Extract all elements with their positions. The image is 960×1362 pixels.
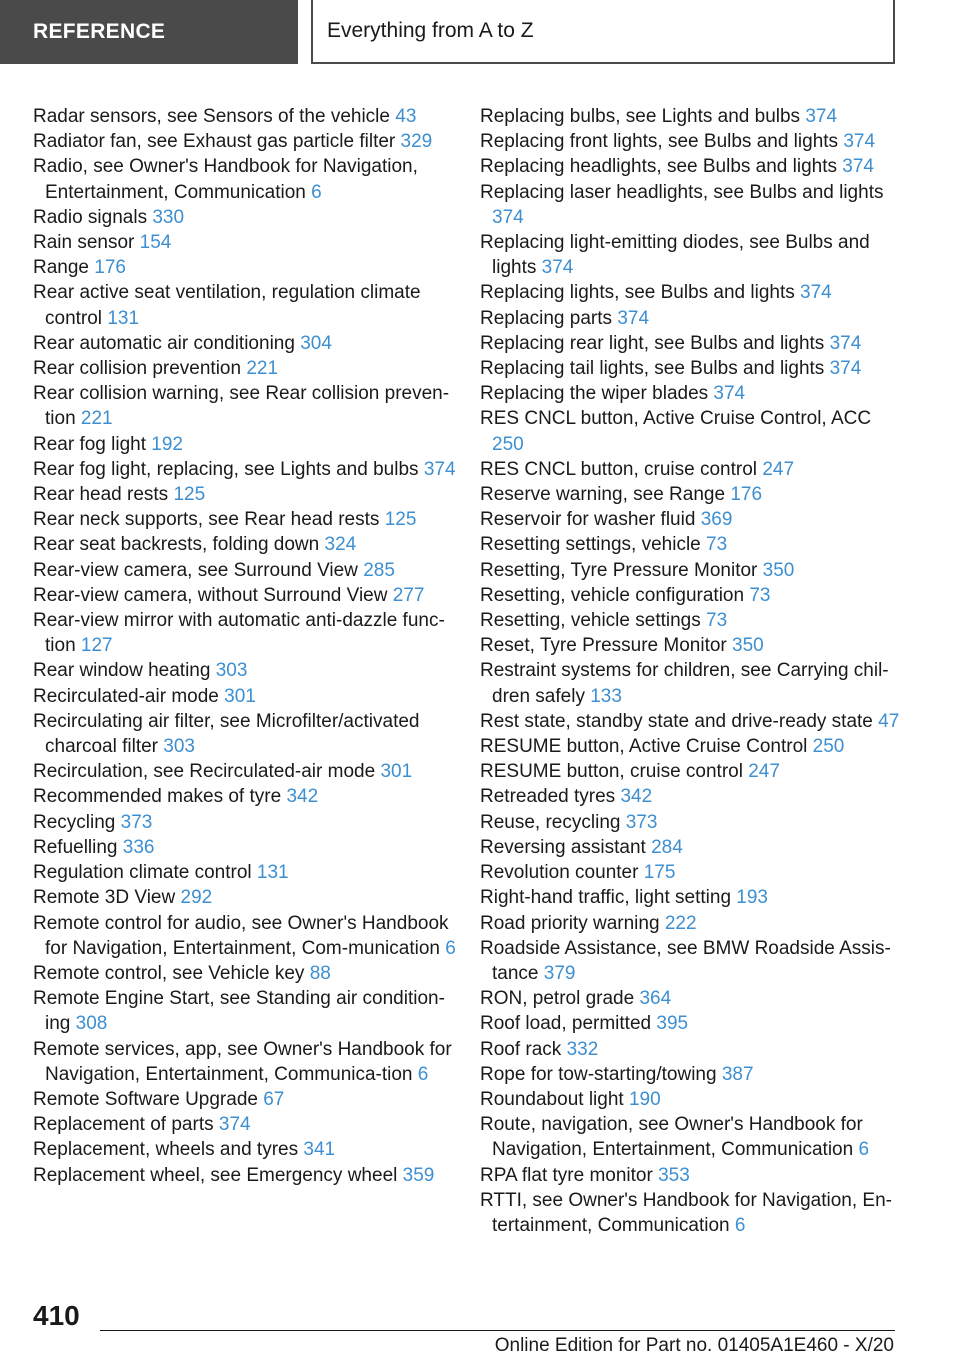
index-entry-page-link[interactable]: 301	[380, 761, 413, 783]
index-entry-page-link[interactable]: 330	[152, 206, 185, 228]
index-entry-page-link[interactable]: 324	[324, 534, 357, 556]
index-entry	[480, 608, 905, 633]
index-entry-page-link[interactable]: 374	[842, 156, 874, 178]
index-entry-page-link[interactable]: 292	[180, 887, 213, 909]
index-entry	[33, 1137, 458, 1162]
index-entry-text: Replacing lights, see Bulbs and lights	[480, 282, 795, 304]
index-entry-text: Revolution counter	[480, 862, 639, 884]
index-entry-text: Rear neck supports, see Rear head rests	[33, 509, 380, 531]
index-entry-text: Roadside Assistance, see BMW Roadside Assis-tance	[480, 937, 891, 984]
index-entry-page-link[interactable]: 303	[215, 660, 248, 682]
index-entry-text: Replacement wheel, see Emergency wheel	[33, 1164, 398, 1186]
index-entry-text: Rear automatic air conditioning	[33, 332, 295, 354]
index-column-right	[480, 104, 905, 1238]
index-entry	[480, 129, 905, 154]
index-entry-page-link[interactable]: 329	[400, 131, 433, 153]
index-entry-page-link[interactable]: 250	[812, 736, 845, 758]
index-entry	[480, 154, 905, 179]
index-entry	[480, 1087, 905, 1112]
index-entry-page-link[interactable]: 131	[256, 862, 289, 884]
index-entry	[33, 658, 458, 683]
index-entry	[480, 835, 905, 860]
index-entry-page-link[interactable]: 374	[218, 1114, 251, 1136]
index-entry-text: Right-hand traffic, light setting	[480, 887, 732, 909]
index-entry-page-link[interactable]: 125	[173, 484, 206, 506]
index-entry-text: Retreaded tyres	[480, 786, 616, 808]
index-entry-page-link[interactable]: 387	[721, 1063, 754, 1085]
index-entry	[480, 936, 905, 986]
index-entry-text: Rear window heating	[33, 660, 211, 682]
index-entry-page-link[interactable]: 192	[151, 433, 183, 455]
index-entry-page-link[interactable]: 67	[263, 1088, 285, 1110]
index-entry-page-link[interactable]: 304	[300, 332, 332, 354]
index-entry	[480, 1188, 905, 1238]
index-entry-text: Replacing the wiper blades	[480, 383, 709, 405]
index-entry-page-link[interactable]: 374	[617, 307, 650, 329]
index-entry	[33, 1112, 458, 1137]
index-entry-page-link[interactable]: 285	[363, 559, 395, 581]
index-entry-text: Rest state, standby state and drive-ready state	[480, 710, 873, 732]
index-entry-text: Replacing headlights, see Bulbs and lights	[480, 156, 838, 178]
index-entry-page-link[interactable]: 350	[762, 559, 795, 581]
index-entry-page-link[interactable]: 247	[748, 761, 780, 783]
index-entry	[33, 709, 458, 759]
index-entry-page-link[interactable]: 303	[163, 736, 195, 758]
index-entry	[33, 280, 458, 330]
index-entry-text: Rear-view mirror with automatic anti-dazzle func-tion	[33, 610, 445, 657]
index-entry-text: Rear-view camera, see Surround View	[33, 559, 358, 581]
index-entry-page-link[interactable]: 342	[620, 786, 653, 808]
index-entry	[480, 633, 905, 658]
index-entry-page-link[interactable]: 374	[829, 332, 862, 354]
index-entry-text: RES CNCL button, cruise control	[480, 458, 758, 480]
index-entry	[33, 457, 458, 482]
index-entry-text: Radio signals	[33, 206, 148, 228]
index-entry	[480, 1062, 905, 1087]
index-entry	[480, 885, 905, 910]
index-entry-text: Remote services, app, see Owner's Handbook for Navigation, Entertainment, Communica-tion	[33, 1038, 452, 1085]
index-entry	[480, 104, 905, 129]
index-entry-text: Replacement of parts	[33, 1114, 214, 1136]
index-entry-text: Recirculated-air mode	[33, 685, 219, 707]
index-entry-page-link[interactable]: 284	[651, 836, 683, 858]
index-entry-page-link[interactable]: 221	[80, 408, 113, 430]
index-entry-text: Regulation climate control	[33, 862, 252, 884]
index-entry-page-link[interactable]: 222	[664, 912, 697, 934]
index-entry-text: Reset, Tyre Pressure Monitor	[480, 635, 727, 657]
page-number: 410	[33, 1300, 80, 1331]
footer-rule	[100, 1330, 895, 1331]
index-entry	[480, 356, 905, 381]
index-entry-text: Replacing bulbs, see Lights and bulbs	[480, 106, 801, 127]
index-entry-page-link[interactable]: 308	[75, 1013, 108, 1035]
index-entry-page-link[interactable]: 133	[590, 685, 622, 707]
index-entry	[33, 583, 458, 608]
index-entry-page-link[interactable]: 73	[749, 584, 771, 606]
index-entry	[33, 961, 458, 986]
index-entry-page-link[interactable]: 373	[625, 811, 658, 833]
index-entry	[480, 986, 905, 1011]
index-entry-text: Recommended makes of tyre	[33, 786, 282, 808]
index-entry	[480, 759, 905, 784]
index-entry-page-link[interactable]: 342	[286, 786, 319, 808]
index-entry-page-link[interactable]: 73	[706, 610, 728, 632]
index-entry-page-link[interactable]: 176	[730, 484, 763, 506]
index-entry-text: Rear collision prevention	[33, 358, 242, 380]
index-entry-text: Remote 3D View	[33, 887, 176, 909]
index-entry-page-link[interactable]: 47	[878, 710, 900, 732]
index-entry-page-link[interactable]: 277	[392, 584, 425, 606]
index-entry	[480, 709, 905, 734]
index-entry-text: RTTI, see Owner's Handbook for Navigation, En-tertainment, Communication	[480, 1189, 892, 1236]
index-entry-text: Route, navigation, see Owner's Handbook for Navigation, Entertainment, Communication	[480, 1114, 863, 1161]
index-entry	[480, 406, 905, 456]
index-entry-page-link[interactable]: 374	[829, 358, 862, 380]
index-entry-page-link[interactable]: 88	[309, 962, 331, 984]
index-entry-page-link[interactable]: 379	[543, 962, 576, 984]
index-entry-text: Rear-view camera, without Surround View	[33, 584, 388, 606]
index-entry-text: Rear fog light	[33, 433, 147, 455]
index-entry	[33, 558, 458, 583]
index-entry-text: Roundabout light	[480, 1088, 624, 1110]
index-entry	[480, 457, 905, 482]
index-entry-page-link[interactable]: 374	[423, 458, 456, 480]
index-entry	[33, 154, 458, 204]
index-entry	[33, 1037, 458, 1087]
index-entry	[480, 180, 905, 230]
index-entry-page-link[interactable]: 374	[713, 383, 746, 405]
index-entry	[33, 885, 458, 910]
index-entry-page-link[interactable]: 221	[246, 358, 279, 380]
index-entry-page-link[interactable]: 369	[700, 509, 733, 531]
index-entry	[33, 104, 458, 129]
index-entry-page-link[interactable]: 176	[94, 257, 126, 279]
index-entry-text: Remote Software Upgrade	[33, 1088, 258, 1110]
index-entry-page-link[interactable]: 6	[417, 1063, 429, 1085]
index-entry-page-link[interactable]: 6	[445, 937, 456, 959]
section-title	[311, 0, 895, 64]
index-entry-page-link[interactable]: 374	[541, 257, 574, 279]
index-entry-text: Roof rack	[480, 1038, 562, 1060]
index-entry	[480, 734, 905, 759]
index-entry	[480, 1163, 905, 1188]
index-entry-text: Replacing laser headlights, see Bulbs and lights	[480, 181, 884, 203]
index-entry	[480, 532, 905, 557]
index-entry	[33, 230, 458, 255]
index-entry	[33, 532, 458, 557]
index-entry-page-link[interactable]: 131	[107, 307, 140, 329]
index-entry-text: Reuse, recycling	[480, 811, 621, 833]
index-entry	[480, 583, 905, 608]
index-entry	[33, 835, 458, 860]
index-entry	[33, 381, 458, 431]
index-entry-page-link[interactable]: 250	[492, 433, 524, 455]
index-entry	[480, 911, 905, 936]
index-entry-text: Radar sensors, see Sensors of the vehicle	[33, 106, 390, 127]
index-entry	[480, 1011, 905, 1036]
section-tab-label: REFERENCE	[33, 20, 166, 43]
index-entry-page-link[interactable]: 374	[843, 131, 876, 153]
index-entry-text: Remote Engine Start, see Standing air condition-ing	[33, 988, 445, 1035]
index-entry-text: Radiator fan, see Exhaust gas particle filter	[33, 131, 396, 153]
index-entry	[33, 684, 458, 709]
index-entry	[480, 507, 905, 532]
index-entry-text: Radio, see Owner's Handbook for Navigation, Entertainment, Communication	[33, 156, 418, 203]
index-entry-text: Replacing rear light, see Bulbs and lights	[480, 332, 825, 354]
section-title-label: Everything from A to Z	[327, 19, 534, 42]
index-entry-text: Range	[33, 257, 89, 279]
index-entry	[480, 1037, 905, 1062]
index-entry-text: Resetting, vehicle configuration	[480, 584, 745, 606]
index-entry-page-link[interactable]: 374	[805, 106, 838, 127]
index-entry	[480, 381, 905, 406]
index-entry-page-link[interactable]: 301	[224, 685, 256, 707]
index-entry	[480, 658, 905, 708]
index-entry-text: Resetting, Tyre Pressure Monitor	[480, 559, 758, 581]
index-entry-page-link[interactable]: 175	[643, 862, 676, 884]
index-entry	[33, 1087, 458, 1112]
index-entry	[33, 608, 458, 658]
index-entry-page-link[interactable]: 247	[762, 458, 795, 480]
index-entry-page-link[interactable]: 6	[311, 181, 322, 203]
index-entry-page-link[interactable]: 374	[800, 282, 832, 304]
index-entry-page-link[interactable]: 364	[639, 988, 672, 1010]
index-entry	[480, 230, 905, 280]
index-entry	[33, 331, 458, 356]
index-entry-text: Rope for tow-starting/towing	[480, 1063, 717, 1085]
index-entry-page-link[interactable]: 395	[656, 1013, 689, 1035]
index-entry	[480, 810, 905, 835]
index-entry-page-link[interactable]: 350	[732, 635, 764, 657]
index-entry	[33, 759, 458, 784]
index-entry-text: Resetting settings, vehicle	[480, 534, 701, 556]
index-entry-page-link[interactable]: 6	[734, 1214, 746, 1236]
index-entry-page-link[interactable]: 43	[395, 106, 417, 127]
index-entry-text: Rear collision warning, see Rear collision preven-tion	[33, 383, 450, 430]
index-entry-page-link[interactable]: 125	[384, 509, 417, 531]
index-entry	[33, 1163, 458, 1188]
index-entry	[480, 784, 905, 809]
index-entry-page-link[interactable]: 353	[658, 1164, 690, 1186]
index-entry-text: Reserve warning, see Range	[480, 484, 726, 506]
index-entry-text: Replacing parts	[480, 307, 613, 329]
index-entry	[33, 356, 458, 381]
index-entry-text: Roof load, permitted	[480, 1013, 652, 1035]
index-entry-text: Replacing light-emitting diodes, see Bulbs and lights	[480, 232, 870, 279]
index-entry-text: Remote control for audio, see Owner's Handbook for Navigation, Entertainment, Com-munication	[33, 912, 449, 959]
index-entry	[480, 558, 905, 583]
index-entry	[33, 205, 458, 230]
index-entry-text: Restraint systems for children, see Carrying chil-dren safely	[480, 660, 889, 707]
index-column-left	[33, 104, 458, 1188]
index-entry-text: Rain sensor	[33, 232, 135, 254]
index-entry-text: Recycling	[33, 811, 116, 833]
index-entry	[480, 1112, 905, 1162]
index-entry-page-link[interactable]: 336	[122, 836, 155, 858]
index-entry-text: RESUME button, cruise control	[480, 761, 743, 783]
index-entry	[480, 482, 905, 507]
index-entry	[33, 129, 458, 154]
index-entry-text: RESUME button, Active Cruise Control	[480, 736, 808, 758]
index-entry	[33, 986, 458, 1036]
index-entry	[480, 306, 905, 331]
index-entry-page-link[interactable]: 359	[402, 1164, 435, 1186]
index-entry-text: Replacement, wheels and tyres	[33, 1139, 299, 1161]
index-entry-page-link[interactable]: 341	[303, 1139, 336, 1161]
index-entry-text: Recirculating air filter, see Microfilter/activated charcoal filter	[33, 710, 420, 758]
index-entry-text: Rear head rests	[33, 484, 169, 506]
index-entry-page-link[interactable]: 374	[492, 206, 524, 228]
index-entry	[480, 280, 905, 305]
index-entry-text: Replacing tail lights, see Bulbs and lights	[480, 358, 825, 380]
index-entry-text: Refuelling	[33, 836, 118, 858]
index-entry-page-link[interactable]: 73	[706, 534, 728, 556]
index-entry-text: Rear fog light, replacing, see Lights and bulbs	[33, 458, 419, 480]
index-entry-page-link[interactable]: 127	[80, 635, 113, 657]
index-entry-text: RPA flat tyre monitor	[480, 1164, 653, 1186]
index-entry-text: Road priority warning	[480, 912, 660, 934]
index-entry-text: Reservoir for washer fluid	[480, 509, 696, 531]
index-entry-page-link[interactable]: 154	[139, 232, 172, 254]
index-entry-text: Reversing assistant	[480, 836, 646, 858]
index-entry	[33, 255, 458, 280]
index-entry-text: Recirculation, see Recirculated-air mode	[33, 761, 376, 783]
index-entry-text: RES CNCL button, Active Cruise Control, ACC	[480, 408, 872, 430]
index-entry-text: Resetting, vehicle settings	[480, 610, 701, 632]
index-entry	[33, 810, 458, 835]
index-entry-text: Replacing front lights, see Bulbs and lights	[480, 131, 839, 153]
index-entry-text: RON, petrol grade	[480, 988, 635, 1010]
index-entry-text: Rear active seat ventilation, regulation climate control	[33, 282, 421, 329]
index-entry	[480, 331, 905, 356]
index-entry-page-link[interactable]: 373	[120, 811, 153, 833]
index-entry-text: Remote control, see Vehicle key	[33, 962, 305, 984]
index-entry	[33, 911, 458, 961]
index-entry	[33, 860, 458, 885]
index-entry-text: Rear seat backrests, folding down	[33, 534, 320, 556]
footer-edition-text: Online Edition for Part no. 01405A1E460 - X/20	[494, 1335, 894, 1356]
index-entry-page-link[interactable]: 332	[566, 1038, 599, 1060]
index-entry-page-link[interactable]: 193	[736, 887, 768, 909]
index-entry	[33, 432, 458, 457]
section-tab	[0, 0, 298, 64]
index-entry-page-link[interactable]: 6	[858, 1139, 870, 1161]
index-entry-page-link[interactable]: 190	[628, 1088, 661, 1110]
index-entry	[33, 507, 458, 532]
index-entry	[33, 482, 458, 507]
index-entry	[480, 860, 905, 885]
index-entry	[33, 784, 458, 809]
